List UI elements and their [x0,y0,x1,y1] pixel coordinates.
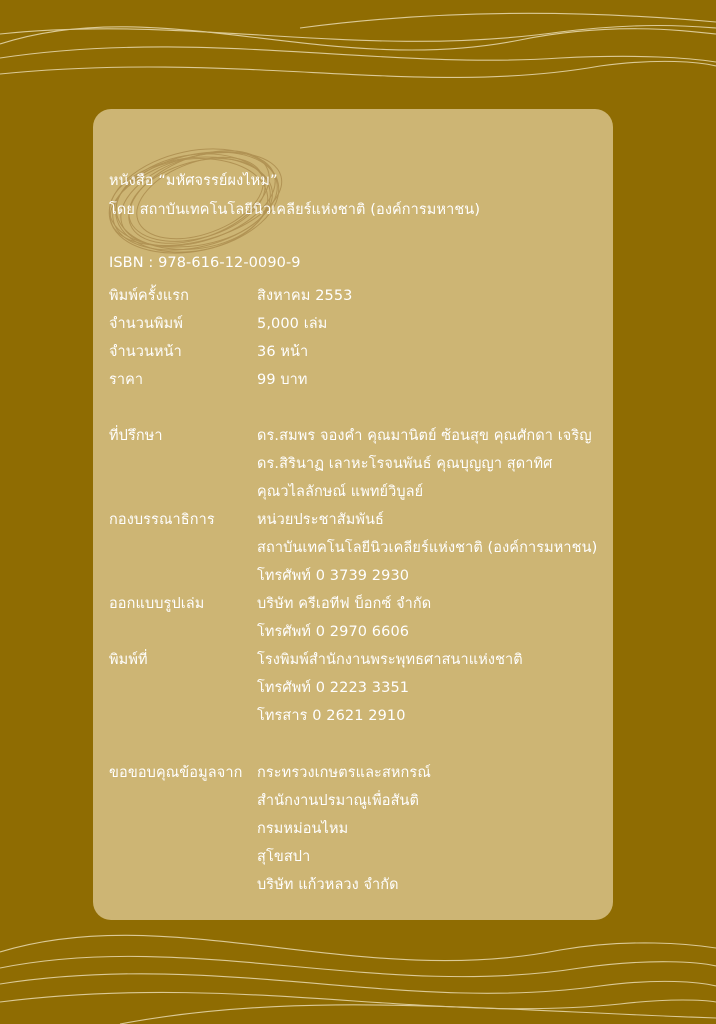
book-title: หนังสือ “มหัศจรรย์ผงไหม” [109,173,278,189]
publication-label: จำนวนหน้า [109,344,182,360]
publication-value: 36 หน้า [257,344,309,360]
isbn: ISBN : 978-616-12-0090-9 [109,255,301,271]
info-card [93,109,613,920]
acknowledgement-item: สำนักงานปรมาณูเพื่อสันติ [257,793,420,809]
acknowledgement-item: กรมหม่อนไหม [257,821,349,837]
acknowledgement-item: สุโขสปา [257,849,311,865]
credit-line: สถาบันเทคโนโลยีนิวเคลียร์แห่งชาติ (องค์การมหาชน) [257,540,598,556]
publication-value: 99 บาท [257,372,308,388]
credit-line: โทรศัพท์ 0 2223 3351 [257,680,410,696]
credit-line: โรงพิมพ์สำนักงานพระพุทธศาสนาแห่งชาติ [257,652,523,668]
acknowledgement-item: บริษัท แก้วหลวง จำกัด [257,877,399,893]
publication-label: พิมพ์ครั้งแรก [109,288,190,304]
credit-line: ดร.สมพร จองคำ คุณมานิตย์ ซ้อนสุข คุณศักดา เจริญ [257,428,592,444]
credit-line: คุณวไลลักษณ์ แพทย์วิบูลย์ [257,484,424,500]
acknowledgement-item: กระทรวงเกษตรและสหกรณ์ [257,765,431,781]
publication-label: ราคา [109,372,144,388]
credit-line: โทรศัพท์ 0 3739 2930 [257,568,410,584]
credit-line: โทรสาร 0 2621 2910 [257,708,406,724]
credit-line: หน่วยประชาสัมพันธ์ [257,512,385,528]
publication-value: 5,000 เล่ม [257,316,328,332]
credit-label-editorial: กองบรรณาธิการ [109,512,215,528]
credit-label-advisors: ที่ปรึกษา [109,428,163,444]
publication-label: จำนวนพิมพ์ [109,316,183,332]
credit-label-design: ออกแบบรูปเล่ม [109,596,205,612]
credit-line: โทรศัพท์ 0 2970 6606 [257,624,410,640]
credit-label-printer: พิมพ์ที่ [109,652,148,668]
acknowledgements-label: ขอขอบคุณข้อมูลจาก [109,765,243,781]
credit-line: ดร.สิรินาฏ เลาหะโรจนพันธ์ คุณบุญญา สุดาทิศ [257,456,553,472]
publication-value: สิงหาคม 2553 [257,288,353,304]
credit-line: บริษัท ครีเอทีฟ บ็อกซ์ จำกัด [257,596,432,612]
author-line: โดย สถาบันเทคโนโลยีนิวเคลียร์แห่งชาติ (องค์การมหาชน) [109,202,481,218]
